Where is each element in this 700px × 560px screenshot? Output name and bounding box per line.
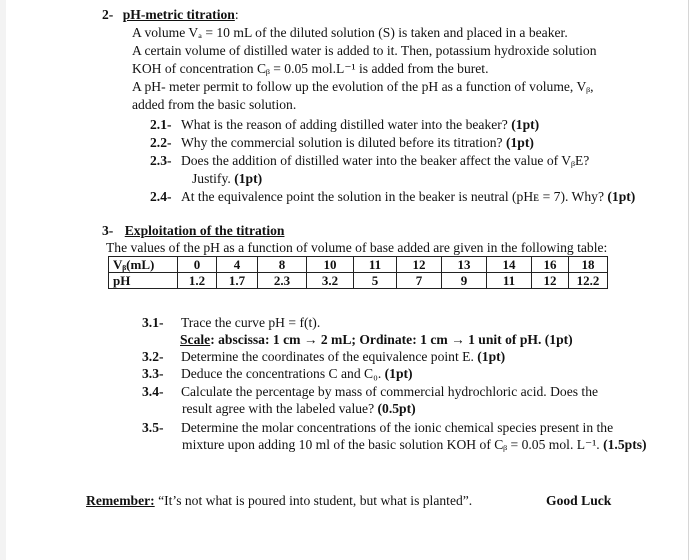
section3-title: Exploitation of the titration — [124, 223, 285, 238]
q3-2-points: (1pt) — [477, 349, 506, 364]
q3-5-number: 3.5- — [142, 420, 164, 435]
table-cell: 5 — [354, 273, 397, 289]
q2-1-number: 2.1- — [150, 117, 172, 132]
section2-p2a: A certain volume of distilled water is added to it. Then, potassium hydroxide solution — [132, 43, 597, 58]
table-cell: 7 — [397, 273, 442, 289]
q3-1-number: 3.1- — [142, 315, 164, 330]
page-shadow-left — [0, 0, 6, 560]
question-3-5 — [142, 419, 613, 436]
table-cell: 2.3 — [258, 273, 307, 289]
section2-p2b: KOH of concentration Cᵦ = 0.05 mol.L⁻¹ is added from the buret. — [132, 61, 489, 76]
q2-2-number: 2.2- — [150, 135, 172, 150]
q3-5-points: (1.5pts) — [603, 437, 647, 452]
question-2-2 — [150, 134, 534, 151]
table-cell: 9 — [442, 273, 487, 289]
question-3-4-cont — [182, 400, 416, 417]
q3-5-text-a: Determine the molar concentrations of the ionic chemical species present in the — [180, 420, 614, 435]
section3-intro: The values of the pH as a function of volume of base added are given in the following table: — [106, 240, 608, 255]
scale-line — [180, 331, 573, 348]
question-3-3 — [142, 365, 413, 382]
q2-3-points: (1pt) — [234, 171, 263, 186]
table-cell: 3.2 — [307, 273, 354, 289]
q2-4-points: (1pt) — [607, 189, 636, 204]
q2-4-text: At the equivalence point the solution in the beaker is neutral (pHᴇ = 7). Why? — [180, 189, 604, 204]
table-cell: 16 — [532, 257, 569, 273]
question-3-1 — [142, 314, 320, 331]
q2-3-number: 2.3- — [150, 153, 172, 168]
table-cell: 12 — [532, 273, 569, 289]
scale-text: : abscissa: 1 cm → 2 mL; Ordinate: 1 cm → 1 unit of pH. (1pt) — [210, 332, 573, 347]
section3-number: 3- — [102, 223, 114, 238]
good-luck: Good Luck — [546, 493, 612, 508]
remember-quote: “It’s not what is poured into student, but what is planted”. — [154, 493, 473, 508]
section2-title: pH-metric titration — [122, 7, 235, 22]
table-cell: 13 — [442, 257, 487, 273]
question-2-3 — [150, 152, 589, 169]
q2-1-points: (1pt) — [511, 117, 540, 132]
q3-4-points: (0.5pt) — [377, 401, 416, 416]
q3-5-text-b: mixture upon adding 10 ml of the basic solution KOH of Cᵦ = 0.05 mol. L⁻¹. — [182, 437, 600, 452]
table-row-ph — [109, 273, 608, 289]
q3-3-text: Deduce the concentrations C and C₀. — [180, 366, 382, 381]
q2-3-justify: Justify. — [192, 171, 231, 186]
table-row-volume — [109, 257, 608, 273]
table-cell: 12 — [397, 257, 442, 273]
q3-4-text-b: result agree with the labeled value? — [182, 401, 375, 416]
q2-2-text: Why the commercial solution is diluted before its titration? — [180, 135, 503, 150]
q3-3-points: (1pt) — [384, 366, 413, 381]
table-cell: 18 — [569, 257, 608, 273]
table-cell: 4 — [217, 257, 258, 273]
table-cell: 8 — [258, 257, 307, 273]
section2-colon: : — [234, 7, 239, 22]
table-cell: 14 — [487, 257, 532, 273]
question-3-2 — [142, 348, 505, 365]
question-3-5-cont — [182, 436, 647, 453]
section2-p1: A volume Vₐ = 10 mL of the diluted solution (S) is taken and placed in a beaker. — [132, 25, 568, 40]
section3-heading — [102, 222, 284, 239]
section2-p3a: A pH- meter permit to follow up the evolution of the pH as a function of volume, Vᵦ, — [132, 79, 594, 94]
q3-2-number: 3.2- — [142, 349, 164, 364]
q3-3-number: 3.3- — [142, 366, 164, 381]
table-header-ph: pH — [109, 273, 178, 289]
q3-4-text-a: Calculate the percentage by mass of commercial hydrochloric acid. Does the — [180, 384, 599, 399]
q2-4-number: 2.4- — [150, 189, 172, 204]
table-cell: 1.7 — [217, 273, 258, 289]
q3-4-number: 3.4- — [142, 384, 164, 399]
scale-label: Scale — [180, 332, 211, 347]
table-cell: 10 — [307, 257, 354, 273]
question-2-3-cont — [192, 170, 262, 187]
remember-line — [86, 492, 472, 509]
table-cell: 1.2 — [178, 273, 217, 289]
q2-2-points: (1pt) — [505, 135, 534, 150]
remember-label: Remember: — [86, 493, 155, 508]
question-3-4 — [142, 383, 598, 400]
table-cell: 0 — [178, 257, 217, 273]
section2-number: 2- — [102, 7, 114, 22]
question-2-1 — [150, 116, 539, 133]
section2-heading — [102, 6, 239, 23]
q3-2-text: Determine the coordinates of the equivalence point E. — [180, 349, 474, 364]
ph-table — [108, 256, 608, 289]
question-2-4 — [150, 188, 635, 205]
table-cell: 11 — [354, 257, 397, 273]
q2-1-text: What is the reason of adding distilled water into the beaker? — [180, 117, 508, 132]
section2-p3b: added from the basic solution. — [132, 97, 297, 112]
q3-1-text: Trace the curve pH = f(t). — [180, 315, 321, 330]
page-edge-right — [688, 0, 689, 560]
table-cell: 11 — [487, 273, 532, 289]
table-cell: 12.2 — [569, 273, 608, 289]
table-header-volume: Vᵦ(mL) — [109, 257, 178, 273]
q2-3-text: Does the addition of distilled water into the beaker affect the value of VᵦE? — [180, 153, 590, 168]
